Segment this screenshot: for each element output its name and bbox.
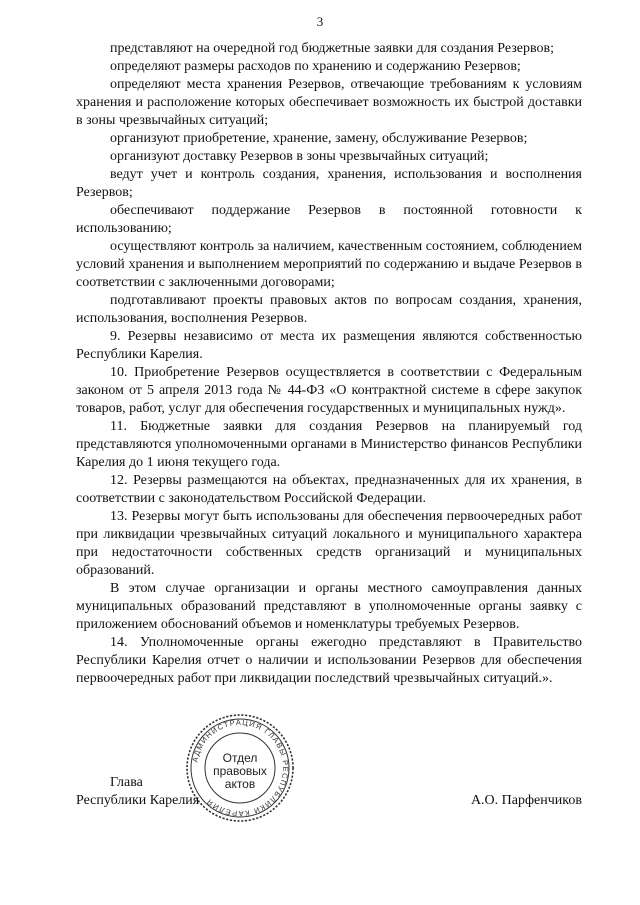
document-body bbox=[76, 40, 582, 688]
paragraph: 12. Резервы размещаются на объектах, предназначенных для их хранения, в соответствии с законодательством Российской Федерации. bbox=[76, 473, 582, 506]
signatory-title-line1: Глава bbox=[110, 775, 143, 790]
paragraph: определяют размеры расходов по хранению и содержанию Резервов; bbox=[110, 59, 521, 74]
paragraph: организуют приобретение, хранение, замену, обслуживание Резервов; bbox=[110, 131, 528, 146]
signature-block bbox=[76, 770, 582, 830]
paragraph: В этом случае организации и органы местного самоуправления данных муниципальных образований представляют в уполномоченные органы заявку с приложением обоснований объемов и номенклатуры требуемых Резервов. bbox=[76, 581, 582, 632]
signatory-title-line2: Республики Карелия bbox=[76, 793, 200, 808]
paragraph: 11. Бюджетные заявки для создания Резервов на планируемый год представляются уполномоченными органами в Министерство финансов Республики Карелия до 1 июня текущего года. bbox=[76, 419, 582, 470]
paragraph: ведут учет и контроль создания, хранения, использования и восполнения Резервов; bbox=[76, 167, 582, 200]
stamp-line: Отдел bbox=[222, 751, 258, 765]
signatory-name: А.О. Парфенчиков bbox=[470, 793, 582, 808]
paragraph: 13. Резервы могут быть использованы для обеспечения первоочередных работ при ликвидации чрезвычайных ситуаций локального и муниципального характера при недостаточности собственных средств организаций и муниципальных образований. bbox=[76, 509, 582, 578]
page-number: 3 bbox=[316, 14, 324, 29]
paragraph: осуществляют контроль за наличием, качественным состоянием, соблюдением условий хранения и выполнением мероприятий по содержанию и выдаче Резервов в соответствии с заключенными договорами; bbox=[76, 239, 582, 290]
paragraph: 14. Уполномоченные органы ежегодно представляют в Правительство Республики Карелия отчет о наличии и использовании Резервов для обеспечения первоочередных работ при ликвидации последствий чрезвычайных ситуаций.». bbox=[76, 635, 582, 686]
official-stamp bbox=[184, 712, 296, 824]
paragraph: организуют доставку Резервов в зоны чрезвычайных ситуаций; bbox=[110, 149, 489, 164]
paragraph: 10. Приобретение Резервов осуществляется в соответствии с Федеральным законом от 5 апреля 2013 года № 44-ФЗ «О контрактной системе в сфере закупок товаров, работ, услуг для обеспечения государственных и муниципальных нужд». bbox=[76, 365, 582, 416]
paragraph: представляют на очередной год бюджетные заявки для создания Резервов; bbox=[110, 41, 555, 56]
paragraph: определяют места хранения Резервов, отвечающие требованиям к условиям хранения и расположение которых обеспечивает возможность их быстрой доставки в зоны чрезвычайных ситуаций; bbox=[76, 77, 582, 128]
stamp-line: правовых bbox=[213, 764, 267, 778]
svg-text:АДМИНИСТРАЦИЯ ГЛАВЫ РЕСПУБЛИКИ: АДМИНИСТРАЦИЯ ГЛАВЫ РЕСПУБЛИКИ КАРЕЛИЯ bbox=[190, 717, 291, 819]
stamp-center-text bbox=[184, 752, 296, 791]
paragraph: 9. Резервы независимо от места их размещения являются собственностью Республики Карелия. bbox=[76, 329, 582, 362]
paragraph: обеспечивают поддержание Резервов в постоянной готовности к использованию; bbox=[76, 203, 582, 236]
paragraph: подготавливают проекты правовых актов по вопросам создания, хранения, использования, восполнения Резервов. bbox=[76, 293, 582, 326]
stamp-line: актов bbox=[224, 777, 256, 791]
